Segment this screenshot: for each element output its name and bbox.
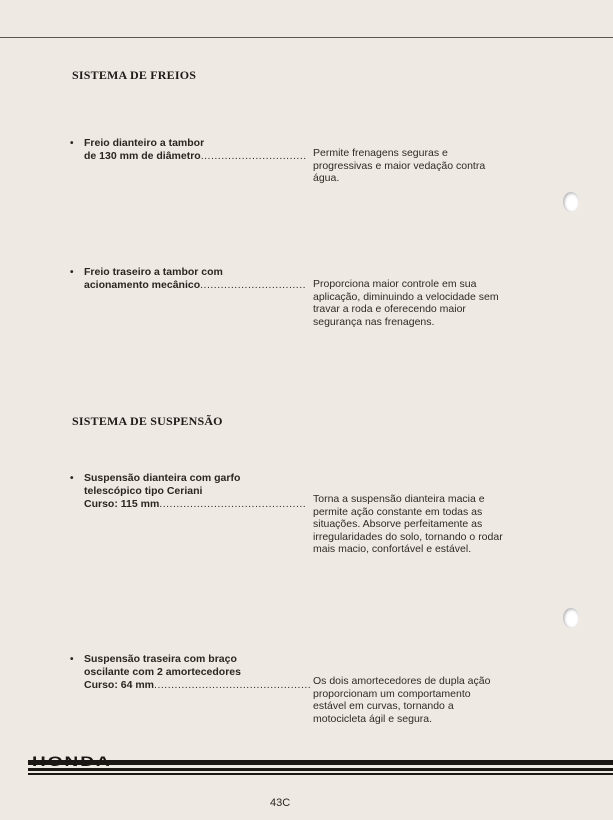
feature-rear-brake [70,266,306,292]
feature-line-last [84,150,307,163]
leader-dots: ............................... [200,150,307,162]
benefit-rear-brake: Proporciona maior controle em sua aplicação, diminuindo a velocidade sem travar a roda e oferecendo maior segurança nas frenagens. [313,278,499,328]
bullet-icon: • [70,267,74,278]
benefit-front-suspension: Torna a suspensão dianteira macia e permite ação constante em todas as situações. Absorve perfeitamente as irregularidades do solo, tornando o rodar mais macio, confortável e estável. [313,493,503,555]
top-rule [0,37,613,38]
leader-dots: ............................... [200,279,307,291]
feature-line: Freio dianteiro a tambor [84,137,205,149]
binder-hole [563,608,579,628]
feature-line: de 130 mm de diâmetro [84,150,201,162]
bullet-icon: • [70,654,74,665]
feature-line-last [84,679,311,692]
feature-line: Curso: 64 mm [84,679,155,691]
benefit-rear-suspension: Os dois amortecedores de dupla ação proporcionam um comportamento estável em curvas, tornando a motocicleta ágil e segura. [313,675,491,725]
stripe-bar [28,768,613,771]
benefit-front-brake: Permite frenagens seguras e progressivas e maior vedação contra água. [313,147,486,184]
feature-line: Suspensão dianteira com garfo [84,472,241,484]
feature-front-suspension [70,472,306,511]
feature-rear-suspension [70,653,311,692]
page-number: 43C [270,797,291,809]
section-title-suspension: SISTEMA DE SUSPENSÃO [72,414,223,428]
leader-dots: .............................................. [154,679,312,691]
feature-line-last [84,498,306,511]
binder-hole [563,192,579,212]
bullet-icon: • [70,473,74,484]
bullet-icon: • [70,138,74,149]
feature-line: telescópico tipo Ceriani [84,485,203,497]
feature-line: Suspensão traseira com braço [84,653,237,665]
brand-stripe [28,760,613,776]
feature-line-last [84,279,306,292]
feature-line: oscilante com 2 amortecedores [84,666,241,678]
feature-line: Curso: 115 mm [84,498,160,510]
stripe-bar [28,760,613,765]
feature-line: acionamento mecânico [84,279,201,291]
feature-front-brake [70,137,307,163]
stripe-bar [28,773,613,775]
honda-logo: HONDA [32,754,112,770]
section-title-brakes: SISTEMA DE FREIOS [72,68,197,82]
feature-line: Freio traseiro a tambor com [84,266,223,278]
leader-dots: ........................................... [159,498,307,510]
